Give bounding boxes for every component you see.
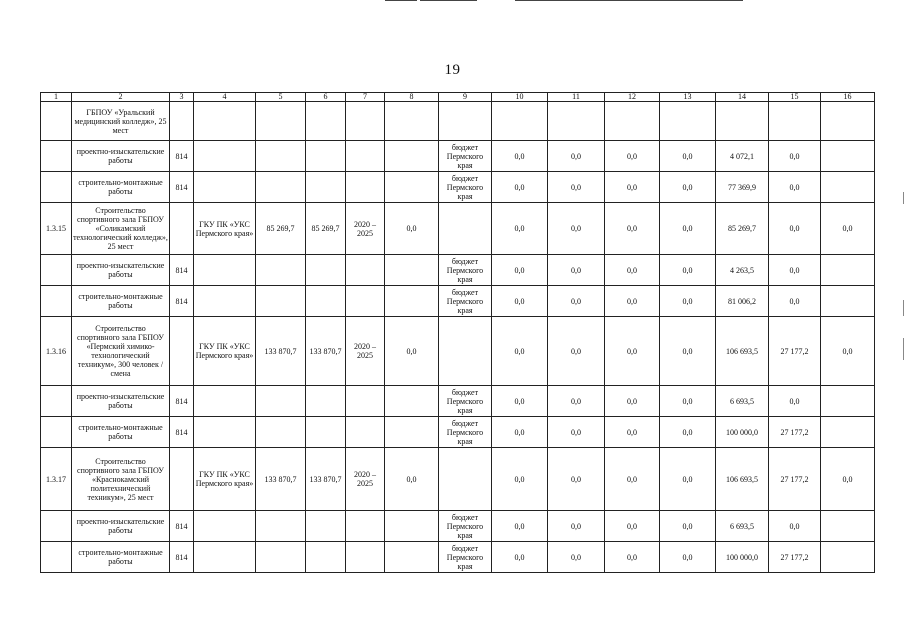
table-cell (821, 386, 875, 417)
table-cell: 0,0 (660, 255, 716, 286)
column-header: 8 (385, 93, 439, 102)
table-cell (385, 386, 439, 417)
table-cell (256, 102, 306, 141)
table-cell (256, 141, 306, 172)
table-cell (41, 286, 72, 317)
table-cell (170, 317, 194, 386)
table-cell: 0,0 (605, 386, 660, 417)
table-cell (821, 286, 875, 317)
table-cell: строительно-монтажные работы (72, 172, 170, 203)
table-cell (41, 511, 72, 542)
table-row (41, 102, 875, 141)
table-row (41, 317, 875, 386)
table-cell: 4 072,1 (716, 141, 769, 172)
table-cell: 0,0 (660, 511, 716, 542)
table-cell: 814 (170, 386, 194, 417)
table-cell: 0,0 (385, 448, 439, 511)
table-cell: 0,0 (769, 203, 821, 255)
table-cell (256, 386, 306, 417)
table-row (41, 172, 875, 203)
table-cell: 133 870,7 (306, 448, 346, 511)
column-header: 12 (605, 93, 660, 102)
top-rule-right (515, 0, 743, 1)
table-cell: 0,0 (660, 172, 716, 203)
table-cell (194, 542, 256, 573)
table-cell: 1.3.16 (41, 317, 72, 386)
scan-edge-mark (903, 192, 904, 204)
table-cell: 85 269,7 (306, 203, 346, 255)
table-cell (256, 172, 306, 203)
table-cell: ГКУ ПК «УКС Пермского края» (194, 317, 256, 386)
table-cell (170, 448, 194, 511)
table-cell (41, 386, 72, 417)
column-header: 16 (821, 93, 875, 102)
table-cell: 0,0 (548, 386, 605, 417)
table-cell: 0,0 (821, 317, 875, 386)
table-cell: бюджет Пермского края (439, 286, 492, 317)
table-cell (170, 102, 194, 141)
table-cell (385, 141, 439, 172)
table-cell: Строительство спортивного зала ГБПОУ «Соликамский технологический колледж», 25 мест (72, 203, 170, 255)
table-cell: 100 000,0 (716, 542, 769, 573)
table-cell (821, 417, 875, 448)
table-cell: 6 693,5 (716, 511, 769, 542)
table-cell: 6 693,5 (716, 386, 769, 417)
table-cell: 0,0 (660, 386, 716, 417)
table-cell (41, 255, 72, 286)
table-cell (306, 417, 346, 448)
table-cell: 0,0 (492, 317, 548, 386)
table-cell: Строительство спортивного зала ГБПОУ «Пермский химико-технологический техникум», 300 человек / смена (72, 317, 170, 386)
table-cell (256, 417, 306, 448)
table-cell: 27 177,2 (769, 317, 821, 386)
table-cell (821, 511, 875, 542)
table-cell (306, 141, 346, 172)
column-header: 10 (492, 93, 548, 102)
budget-table (40, 92, 875, 573)
table-cell: 133 870,7 (306, 317, 346, 386)
table-cell: 814 (170, 172, 194, 203)
table-row (41, 203, 875, 255)
table-cell: 0,0 (548, 203, 605, 255)
table-cell: 2020 – 2025 (346, 448, 385, 511)
table-cell (194, 511, 256, 542)
table-cell: бюджет Пермского края (439, 417, 492, 448)
table-cell: 0,0 (605, 448, 660, 511)
table-cell: 814 (170, 286, 194, 317)
table-cell (346, 255, 385, 286)
table-cell (306, 511, 346, 542)
table-cell: строительно-монтажные работы (72, 542, 170, 573)
table-cell: 106 693,5 (716, 448, 769, 511)
table-cell: бюджет Пермского края (439, 141, 492, 172)
table-cell: 0,0 (821, 203, 875, 255)
table-cell: 0,0 (548, 317, 605, 386)
table-cell: проектно-изыскательские работы (72, 255, 170, 286)
header-row (41, 93, 875, 102)
table-cell: 0,0 (492, 203, 548, 255)
table-cell: 0,0 (660, 317, 716, 386)
table-cell: ГБПОУ «Уральский медицинский колледж», 25 мест (72, 102, 170, 141)
table-cell (385, 172, 439, 203)
table-cell (194, 417, 256, 448)
table-cell (346, 286, 385, 317)
table-cell: 0,0 (605, 286, 660, 317)
column-header: 2 (72, 93, 170, 102)
scan-edge-mark (903, 300, 904, 316)
table-cell: 85 269,7 (256, 203, 306, 255)
table-cell (41, 141, 72, 172)
table-cell (194, 386, 256, 417)
table-cell: 0,0 (769, 386, 821, 417)
table-row (41, 286, 875, 317)
table-cell (439, 448, 492, 511)
table-cell: бюджет Пермского края (439, 172, 492, 203)
table-cell (439, 102, 492, 141)
table-cell: 0,0 (660, 542, 716, 573)
table-cell: 27 177,2 (769, 448, 821, 511)
table-cell (385, 542, 439, 573)
table-cell: 4 263,5 (716, 255, 769, 286)
table-cell: 27 177,2 (769, 542, 821, 573)
table-cell (194, 255, 256, 286)
table-cell (194, 102, 256, 141)
table-cell (439, 317, 492, 386)
table-cell (346, 172, 385, 203)
top-rule-middle (420, 0, 477, 1)
table-row (41, 511, 875, 542)
table-cell: 133 870,7 (256, 317, 306, 386)
table-cell (821, 255, 875, 286)
table-cell: 0,0 (605, 141, 660, 172)
table-cell: 0,0 (492, 141, 548, 172)
column-header: 3 (170, 93, 194, 102)
table-cell: ГКУ ПК «УКС Пермского края» (194, 448, 256, 511)
table-cell: 0,0 (605, 172, 660, 203)
table-cell: 0,0 (385, 317, 439, 386)
scan-edge-mark (903, 338, 904, 360)
column-header: 6 (306, 93, 346, 102)
table-cell: 814 (170, 255, 194, 286)
column-header: 9 (439, 93, 492, 102)
table-cell (306, 386, 346, 417)
table-cell (256, 542, 306, 573)
table-cell: 0,0 (660, 448, 716, 511)
table-cell (194, 172, 256, 203)
table-cell (439, 203, 492, 255)
table-cell: 0,0 (769, 141, 821, 172)
table-cell: 0,0 (605, 203, 660, 255)
table-cell: 0,0 (605, 542, 660, 573)
table-cell (385, 511, 439, 542)
table-cell: 0,0 (605, 255, 660, 286)
table-cell (346, 102, 385, 141)
column-header: 11 (548, 93, 605, 102)
table-cell: 0,0 (769, 172, 821, 203)
table-cell (306, 286, 346, 317)
table-cell (821, 141, 875, 172)
table-cell (716, 102, 769, 141)
table-cell (385, 417, 439, 448)
table-cell (821, 172, 875, 203)
table-cell (385, 102, 439, 141)
table-cell: 0,0 (605, 511, 660, 542)
table-row (41, 542, 875, 573)
table-cell (821, 542, 875, 573)
table-cell (346, 542, 385, 573)
table-cell (306, 102, 346, 141)
table-cell: 0,0 (492, 286, 548, 317)
table-cell: 0,0 (769, 286, 821, 317)
table-cell: бюджет Пермского края (439, 386, 492, 417)
table-cell: 0,0 (660, 286, 716, 317)
page-number: 19 (444, 62, 461, 78)
column-header: 5 (256, 93, 306, 102)
column-header: 1 (41, 93, 72, 102)
column-header: 7 (346, 93, 385, 102)
table-cell: 1.3.17 (41, 448, 72, 511)
column-header: 14 (716, 93, 769, 102)
table-cell: 0,0 (492, 255, 548, 286)
table-cell: 0,0 (492, 172, 548, 203)
table-cell: 0,0 (385, 203, 439, 255)
table-row (41, 448, 875, 511)
table-cell: проектно-изыскательские работы (72, 141, 170, 172)
column-header: 4 (194, 93, 256, 102)
table-cell: 814 (170, 141, 194, 172)
table-cell: 85 269,7 (716, 203, 769, 255)
table-cell (346, 386, 385, 417)
table-cell: 77 369,9 (716, 172, 769, 203)
table-cell: 0,0 (769, 255, 821, 286)
table-cell: 0,0 (769, 511, 821, 542)
table-cell (306, 255, 346, 286)
table-cell: 0,0 (492, 511, 548, 542)
table-cell: 0,0 (605, 317, 660, 386)
table-cell: 106 693,5 (716, 317, 769, 386)
table-cell: 0,0 (492, 417, 548, 448)
table-cell: 0,0 (492, 542, 548, 573)
table-cell: бюджет Пермского края (439, 511, 492, 542)
table-cell (41, 172, 72, 203)
table-cell (194, 286, 256, 317)
table-cell: бюджет Пермского края (439, 255, 492, 286)
table-cell: 0,0 (660, 417, 716, 448)
table-cell (385, 286, 439, 317)
table-cell (821, 102, 875, 141)
table-cell: 1.3.15 (41, 203, 72, 255)
table-cell (256, 286, 306, 317)
table-cell (548, 102, 605, 141)
column-header: 13 (660, 93, 716, 102)
table-cell: 814 (170, 511, 194, 542)
table-cell (306, 172, 346, 203)
column-header: 15 (769, 93, 821, 102)
table-cell (170, 203, 194, 255)
table-cell: 0,0 (548, 542, 605, 573)
table-cell: проектно-изыскательские работы (72, 511, 170, 542)
table-cell: 0,0 (548, 255, 605, 286)
table-cell: 133 870,7 (256, 448, 306, 511)
table-cell: 814 (170, 417, 194, 448)
table-cell: 814 (170, 542, 194, 573)
table-row (41, 417, 875, 448)
table-cell (385, 255, 439, 286)
table-cell: 0,0 (492, 448, 548, 511)
table-cell (41, 417, 72, 448)
table-row (41, 255, 875, 286)
table-cell: 0,0 (605, 417, 660, 448)
table-cell (41, 542, 72, 573)
table-cell: 0,0 (548, 448, 605, 511)
table-cell (256, 511, 306, 542)
table-cell: Строительство спортивного зала ГБПОУ «Краснокамский политехнический техникум», 25 мест (72, 448, 170, 511)
table-cell: 0,0 (548, 511, 605, 542)
table-row (41, 141, 875, 172)
table-cell (605, 102, 660, 141)
table-cell: 0,0 (821, 448, 875, 511)
table-cell (194, 141, 256, 172)
table-cell: проектно-изыскательские работы (72, 386, 170, 417)
table-cell: 2020 – 2025 (346, 203, 385, 255)
table-cell (492, 102, 548, 141)
table-cell: 27 177,2 (769, 417, 821, 448)
table-cell: строительно-монтажные работы (72, 286, 170, 317)
table-row (41, 386, 875, 417)
table-cell: 0,0 (548, 286, 605, 317)
table-cell (346, 417, 385, 448)
table-cell (660, 102, 716, 141)
table-cell (769, 102, 821, 141)
table-cell: 100 000,0 (716, 417, 769, 448)
table-cell: ГКУ ПК «УКС Пермского края» (194, 203, 256, 255)
table-cell (346, 511, 385, 542)
table-cell: 0,0 (660, 203, 716, 255)
table-cell: 0,0 (548, 417, 605, 448)
table-cell (256, 255, 306, 286)
table-cell: 0,0 (660, 141, 716, 172)
table-cell (41, 102, 72, 141)
table-cell: 0,0 (548, 141, 605, 172)
table-cell: 0,0 (492, 386, 548, 417)
table-cell: строительно-монтажные работы (72, 417, 170, 448)
table-cell (346, 141, 385, 172)
table-cell (306, 542, 346, 573)
table-cell: 0,0 (548, 172, 605, 203)
table-cell: 81 006,2 (716, 286, 769, 317)
top-rule-left (385, 0, 417, 1)
table-cell: 2020 – 2025 (346, 317, 385, 386)
table-cell: бюджет Пермского края (439, 542, 492, 573)
